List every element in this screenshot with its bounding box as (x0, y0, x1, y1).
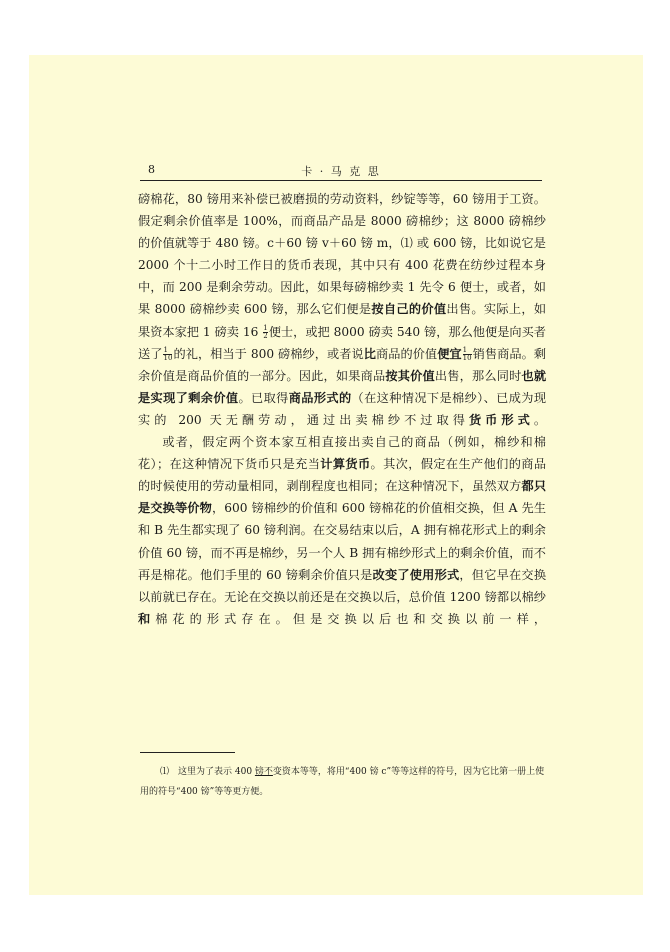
emphasized-text: 改变了使用形式 (372, 567, 460, 582)
fraction-denominator: 2 (263, 331, 268, 340)
emphasized-text: 按自己的价值 (371, 302, 447, 317)
text-run: 出售，那么同时 (434, 368, 522, 383)
text-run: 商品的价值 (375, 346, 438, 361)
fraction-numerator: 1 (263, 323, 268, 332)
fraction-numerator: 1 (163, 347, 172, 355)
emphasized-text: 货币形式 (468, 412, 534, 427)
footnote-text-pre: ⑴ 这里为了表示 400 (160, 767, 255, 777)
text-run: 。 (533, 412, 547, 427)
paragraph-2 (138, 431, 546, 630)
text-run: 出售。实际上，如果资本家把 1 磅卖 16 (138, 302, 547, 339)
footnote-rule (140, 752, 235, 753)
text-run: 便士，或把 8000 磅卖 540 镑，那么他便是向买者送了 (138, 324, 546, 361)
emphasized-text: 便宜 (437, 346, 462, 361)
running-title: 卡 · 马 克 思 (301, 165, 381, 178)
fraction-numerator: 1 (463, 347, 472, 355)
text-run: 销售商品。剩余价值是商品价值的一部分。因此，如果商品 (138, 346, 547, 383)
page-number: 8 (148, 163, 155, 176)
footnote-text (140, 762, 545, 802)
footnote (140, 762, 545, 802)
body-text (138, 188, 546, 630)
emphasized-text: 也就是实现了剩余价值 (138, 368, 547, 405)
text-run: 或者，假定两个资本家互相直接出卖自己的商品（例如，棉纱和棉花）；在这种情况下货币只是充当 (138, 435, 546, 472)
emphasized-text: 比 (363, 346, 376, 361)
footnote-text-post: 变资本等等，将用“400 镑 c”等等这样的符号，因为它比第一册上使用的符号“400 镑”等等更方便。 (140, 767, 545, 797)
text-run: 的礼，相当于 800 磅棉纱，或者说 (173, 346, 364, 361)
fraction (163, 347, 172, 362)
text-run: ，600 镑棉纱的价值和 600 镑棉花的价值相交换，但 A 先生和 B 先生都实现了 60 镑利润。在交易结束以后，A 拥有棉花形式上的剩余价值 60 镑，而不再是棉纱，另一个人 B 拥有棉纱形式上的剩余价值，而不再是棉花。他们手里的 60 镑剩余价值只是 (138, 501, 547, 582)
text-run: 磅棉花，80 镑用来补偿已被磨损的劳动资料，纱锭等等，60 镑用于工资。假定剩余价值率是 100%，而商品产品是 8000 磅棉纱；这 8000 磅棉纱的价值就等于 480 镑。c＋60 镑 v＋60 镑 m，⑴ 或 600 镑，比如说它是 2000 个十二小时工作日的货币表现，其中只有 400 花费在纺纱过程本身中，而 200 是剩余劳动。因此，如果每磅棉纱卖 1 先令 6 便士，或者，如果 8000 磅棉纱卖 600 镑，那么它们便是 (138, 192, 546, 317)
emphasized-text: 都只是交换等价物 (138, 479, 547, 516)
text-run: ，但它早在交换以前就已存在。无论在交换以前还是在交换以后，总价值 1200 镑都以棉纱 (138, 567, 547, 604)
fraction (463, 347, 472, 362)
paragraph-1 (138, 188, 546, 431)
text-run: 棉花的形式存在。但是交换以后也和交换以前一样， (155, 611, 547, 626)
fraction-denominator: 10 (163, 353, 173, 362)
fraction (263, 325, 267, 340)
running-header (140, 162, 542, 181)
emphasized-text: 和 (138, 611, 156, 626)
fraction-denominator: 10 (462, 353, 472, 362)
text-run: （在这种情况下是棉纱）、已成为现实的 200 天无酬劳动，通过出卖棉纱不过取得 (138, 390, 547, 427)
text-run: 。其次，假定在生产他们的商品的时候使用的劳动量相同，剥削程度也相同；在这种情况下，虽然双方 (138, 457, 547, 494)
text-run: 。已取得 (238, 390, 289, 405)
emphasized-text: 计算货币 (320, 457, 371, 472)
emphasized-text: 商品形式的 (288, 390, 352, 405)
emphasized-text: 按其价值 (385, 368, 435, 383)
footnote-underlined-text: 镑不 (254, 767, 273, 777)
